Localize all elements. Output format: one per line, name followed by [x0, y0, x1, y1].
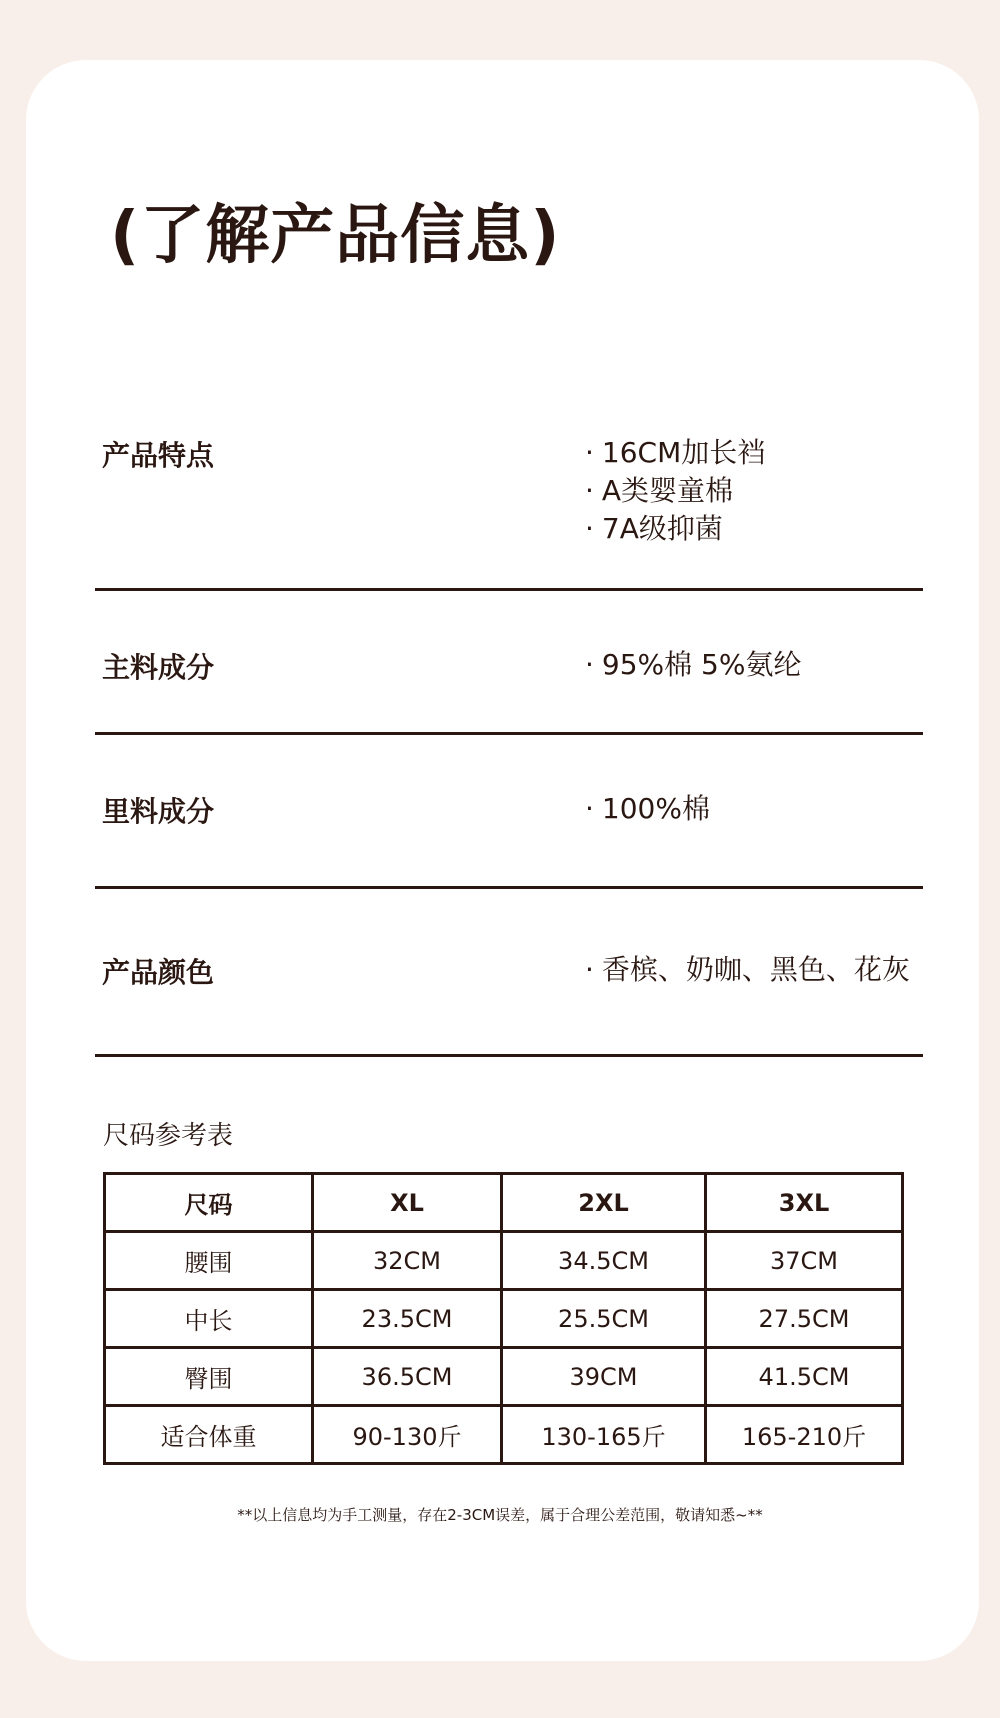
table-header-cell: 尺码 [105, 1174, 313, 1232]
lining-material-item: · 100%棉 [585, 790, 710, 828]
colors-item: · 香槟、奶咖、黑色、花灰 [585, 951, 910, 989]
page-title: (了解产品信息) [110, 199, 561, 273]
feature-item: · 7A级抑菌 [585, 510, 765, 548]
table-cell: 34.5CM [502, 1232, 706, 1290]
footnote: **以上信息均为手工测量，存在2-3CM误差，属于合理公差范围，敬请知悉~** [237, 1506, 763, 1524]
table-cell: 165-210斤 [706, 1406, 903, 1464]
table-cell: 25.5CM [502, 1290, 706, 1348]
table-cell: 39CM [502, 1348, 706, 1406]
table-cell: 37CM [706, 1232, 903, 1290]
table-cell: 36.5CM [313, 1348, 502, 1406]
table-cell: 臀围 [105, 1348, 313, 1406]
features-values [585, 434, 765, 548]
table-cell: 41.5CM [706, 1348, 903, 1406]
table-row [105, 1232, 903, 1290]
divider [95, 732, 923, 735]
size-table-title: 尺码参考表 [103, 1121, 234, 1151]
table-cell: 27.5CM [706, 1290, 903, 1348]
table-header-cell: 2XL [502, 1174, 706, 1232]
size-table [103, 1172, 904, 1465]
divider [95, 1054, 923, 1057]
table-header-cell: 3XL [706, 1174, 903, 1232]
features-label: 产品特点 [102, 439, 215, 472]
table-cell: 90-130斤 [313, 1406, 502, 1464]
table-cell: 23.5CM [313, 1290, 502, 1348]
main-material-item: · 95%棉 5%氨纶 [585, 646, 801, 684]
divider [95, 588, 923, 591]
table-cell: 适合体重 [105, 1406, 313, 1464]
lining-material-values [585, 790, 710, 828]
table-row [105, 1348, 903, 1406]
table-cell: 130-165斤 [502, 1406, 706, 1464]
feature-item: · 16CM加长裆 [585, 434, 765, 472]
feature-item: · A类婴童棉 [585, 472, 765, 510]
table-row [105, 1290, 903, 1348]
table-row [105, 1406, 903, 1464]
main-material-label: 主料成分 [102, 651, 215, 684]
table-cell: 32CM [313, 1232, 502, 1290]
lining-material-label: 里料成分 [102, 795, 215, 828]
table-header-row [105, 1174, 903, 1232]
colors-label: 产品颜色 [102, 956, 215, 989]
divider [95, 886, 923, 889]
main-material-values [585, 646, 801, 684]
table-cell: 腰围 [105, 1232, 313, 1290]
table-cell: 中长 [105, 1290, 313, 1348]
table-header-cell: XL [313, 1174, 502, 1232]
colors-values [585, 951, 910, 989]
